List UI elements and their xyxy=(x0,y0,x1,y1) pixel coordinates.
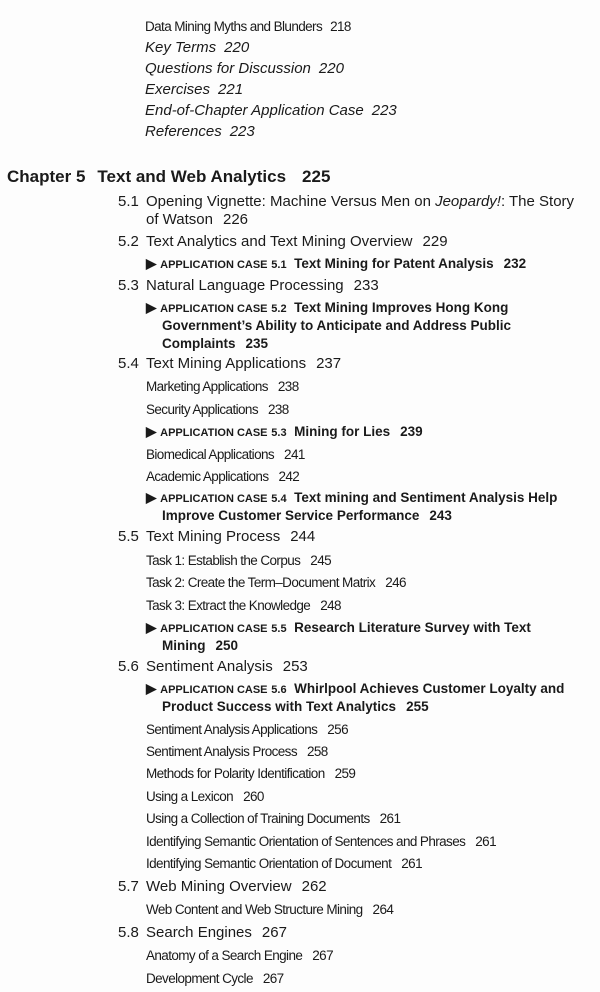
application-case-cont: Product Success with Text Analytics 255 xyxy=(162,699,429,714)
toc-entry: References 223 xyxy=(145,123,255,140)
arrow-icon: ▶ xyxy=(146,620,157,635)
subsection: Web Content and Web Structure Mining 264 xyxy=(146,902,394,917)
toc-entry: Key Terms 220 xyxy=(145,39,250,56)
subsection: Methods for Polarity Identification 259 xyxy=(146,766,356,781)
subsection: Biomedical Applications 241 xyxy=(146,447,305,462)
section-heading-cont: of Watson 226 xyxy=(146,211,249,228)
toc-entry: Questions for Discussion 220 xyxy=(145,60,344,77)
section-heading: 5.1 Opening Vignette: Machine Versus Men on Jeopardy!: The Story xyxy=(118,193,575,210)
application-case-cont: Complaints 235 xyxy=(162,336,269,351)
subsection: Security Applications 238 xyxy=(146,402,289,417)
application-case: ▶ APPLICATION CASE 5.3 Mining for Lies 239 xyxy=(146,424,423,439)
section-heading: 5.7 Web Mining Overview 262 xyxy=(118,878,327,895)
arrow-icon: ▶ xyxy=(146,256,157,271)
toc-entry: Exercises 221 xyxy=(145,81,244,98)
application-case-cont: Mining 250 xyxy=(162,638,239,653)
section-heading: 5.6 Sentiment Analysis 253 xyxy=(118,658,308,675)
subsection: Academic Applications 242 xyxy=(146,469,300,484)
application-case: ▶ APPLICATION CASE 5.2 Text Mining Improves Hong Kong xyxy=(146,300,509,315)
subsection: Task 3: Extract the Knowledge 248 xyxy=(146,598,341,613)
subsection: Using a Collection of Training Documents 261 xyxy=(146,811,401,826)
section-heading: 5.4 Text Mining Applications 237 xyxy=(118,355,342,372)
application-case: ▶ APPLICATION CASE 5.5 Research Literature Survey with Text xyxy=(146,620,531,635)
application-case: ▶ APPLICATION CASE 5.6 Whirlpool Achieves Customer Loyalty and xyxy=(146,681,565,696)
subsection: Sentiment Analysis Process 258 xyxy=(146,744,328,759)
subsection: Identifying Semantic Orientation of Document 261 xyxy=(146,856,422,871)
subsection: Development Cycle 267 xyxy=(146,971,284,986)
toc-entry: End-of-Chapter Application Case 223 xyxy=(145,102,397,119)
section-heading: 5.2 Text Analytics and Text Mining Overview 229 xyxy=(118,233,448,250)
subsection: Anatomy of a Search Engine 267 xyxy=(146,948,333,963)
arrow-icon: ▶ xyxy=(146,490,157,505)
subsection: Task 1: Establish the Corpus 245 xyxy=(146,553,332,568)
section-heading: 5.8 Search Engines 267 xyxy=(118,924,287,941)
subsection: Using a Lexicon 260 xyxy=(146,789,264,804)
section-heading: 5.3 Natural Language Processing 233 xyxy=(118,277,379,294)
subsection: Identifying Semantic Orientation of Sentences and Phrases 261 xyxy=(146,834,496,849)
arrow-icon: ▶ xyxy=(146,300,157,315)
application-case-cont: Improve Customer Service Performance 243 xyxy=(162,508,452,523)
arrow-icon: ▶ xyxy=(146,424,157,439)
subsection: Task 2: Create the Term–Document Matrix 246 xyxy=(146,575,406,590)
application-case: ▶ APPLICATION CASE 5.1 Text Mining for Patent Analysis 232 xyxy=(146,256,527,271)
subsection: Sentiment Analysis Applications 256 xyxy=(146,722,348,737)
toc-entry: Data Mining Myths and Blunders 218 xyxy=(145,19,351,34)
application-case-cont: Government’s Ability to Anticipate and Address Public xyxy=(162,318,512,333)
arrow-icon: ▶ xyxy=(146,681,157,696)
application-case: ▶ APPLICATION CASE 5.4 Text mining and Sentiment Analysis Help xyxy=(146,490,558,505)
subsection: Marketing Applications 238 xyxy=(146,379,299,394)
chapter-heading: Chapter 5 Text and Web Analytics 225 xyxy=(7,167,331,186)
section-heading: 5.5 Text Mining Process 244 xyxy=(118,528,316,545)
